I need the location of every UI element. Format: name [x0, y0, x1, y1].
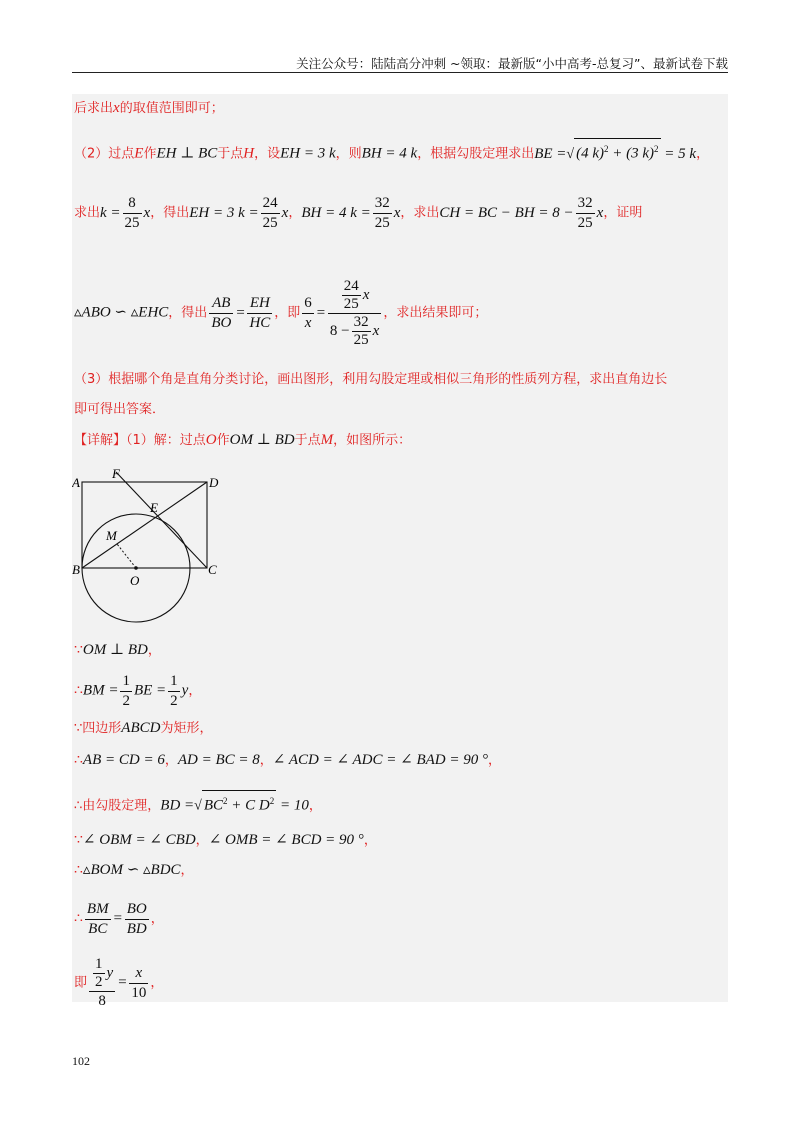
text: ， — [696, 146, 710, 162]
step-7 — [74, 860, 194, 881]
fraction: $\frac{6}{x}$ — [304, 295, 312, 331]
text: ，证明 — [603, 205, 643, 221]
text: ，求出结果即可； — [383, 305, 488, 321]
label-c: C — [208, 562, 217, 577]
superscript: 2 — [604, 144, 609, 154]
fraction: $\frac{32}{25}$ — [374, 195, 390, 231]
text: ， — [308, 798, 322, 814]
big-fraction: $\frac{24}{25}$ x 8 − $\frac{32}{25}$ x — [329, 278, 380, 348]
detail-heading — [74, 430, 411, 451]
math: OM ⊥ BD — [82, 642, 148, 658]
math: ▵BOM ∽ ▵BDC — [82, 862, 181, 878]
text: ∴由勾股定理， — [74, 798, 161, 814]
label-a: A — [72, 475, 80, 490]
label-o: O — [130, 573, 140, 588]
label-m: M — [106, 528, 117, 543]
label-e: E — [150, 500, 158, 515]
analysis-line-1 — [74, 98, 224, 119]
label-d: D — [209, 475, 219, 490]
segment-om — [117, 544, 136, 568]
text: ， — [180, 863, 194, 878]
math: O — [205, 432, 217, 448]
because-symbol: ∵ — [74, 833, 83, 848]
step-3 — [74, 718, 212, 739]
page-header: 关注公众号：陆陆高分冲刺 ~领取：最新版“小中高考-总复习”、最新试卷下载 — [296, 56, 728, 71]
math: y — [181, 682, 189, 699]
math: AB = CD = 6 — [82, 752, 165, 768]
text: 为矩形， — [160, 721, 213, 736]
math: M — [320, 432, 334, 448]
math: BH = 4 k — [361, 145, 418, 162]
analysis-line-2: （2）过点E作EH ⊥ BC于点H，设EH = 3 k，则BH = 4 k，根据勾股定理求出BE =√ (4 k)$^2$ + (3 k)$^2$ = 5 k， — [74, 138, 709, 165]
math: H — [243, 145, 255, 162]
text: ，得出 — [150, 205, 190, 221]
text: ，根据勾股定理求出 — [417, 146, 535, 162]
math: x — [281, 204, 289, 221]
text: ， — [150, 911, 164, 927]
fraction: $\frac{EH}{HC}$ — [249, 295, 271, 331]
step-8 — [74, 900, 164, 939]
text: ， — [150, 975, 164, 991]
header-rule — [72, 72, 728, 73]
detail-label: 【详解】 — [74, 433, 127, 448]
fraction: $\frac{32}{25}$ — [577, 195, 593, 231]
fraction: $\frac{1}{2}$ — [170, 673, 178, 709]
text: ， — [487, 753, 501, 768]
fraction: $\frac{AB}{BO}$ — [211, 295, 232, 331]
superscript: 2 — [223, 796, 228, 806]
math: EH = 3 k = — [189, 204, 259, 221]
math: ▵ABO ∽ ▵EHC — [74, 304, 169, 321]
analysis-line-4 — [74, 278, 487, 349]
because-symbol: ∵ — [74, 643, 83, 658]
text: 后求出 — [74, 101, 114, 116]
fraction: $\frac{BM}{BC}$ — [86, 901, 109, 937]
fraction: $\frac{1}{2}$ y 8 — [89, 956, 115, 1011]
text: 作 — [216, 433, 230, 448]
math: = — [315, 304, 326, 321]
math: = — [117, 974, 128, 991]
point-o — [134, 566, 138, 570]
analysis-line-5: （3）根据哪个角是直角分类讨论，画出图形，利用勾股定理或相似三角形的性质列方程，求出直角边长 — [74, 372, 668, 387]
math: OM ⊥ BD — [229, 432, 295, 448]
math: x — [393, 204, 401, 221]
label-f: F — [112, 468, 120, 481]
math: k = — [100, 204, 121, 221]
math: BD = — [160, 797, 195, 814]
therefore-symbol: ∴ — [74, 683, 83, 699]
geometry-figure — [72, 468, 232, 628]
math: = 5 k — [660, 145, 697, 162]
text: 作 — [143, 146, 157, 162]
text: ，得出 — [168, 305, 208, 321]
fraction: $\frac{8}{25}$ — [124, 195, 140, 231]
math: x — [113, 100, 120, 116]
page-number: 102 — [72, 1054, 90, 1068]
math: BM = — [82, 682, 119, 699]
math: AD = BC = 8 — [177, 752, 260, 768]
text: 求出 — [74, 205, 101, 221]
math: BE = — [534, 145, 567, 162]
math: + — [608, 145, 627, 162]
step-9 — [74, 956, 163, 1011]
step-1 — [74, 640, 161, 661]
text: ，如图所示： — [333, 433, 412, 448]
math: ∠ ACD = ∠ ADC = ∠ BAD = 90 ° — [272, 752, 488, 768]
superscript: 2 — [269, 796, 275, 806]
label-b: B — [72, 562, 80, 577]
math: = — [112, 910, 123, 927]
math: EH ⊥ BC — [156, 145, 218, 162]
step-5: ∴由勾股定理，BD =√ $BC^2 + C$ $D^2 = 10$， — [74, 790, 322, 817]
math: = — [235, 304, 246, 321]
step-2 — [74, 672, 201, 711]
math: (4 k) — [576, 145, 605, 162]
text: 于点 — [217, 146, 244, 162]
text: ，则 — [335, 146, 362, 162]
text: 于点 — [294, 433, 321, 448]
text: ， — [363, 833, 377, 848]
analysis-line-3 — [74, 194, 642, 233]
therefore-symbol: ∴ — [74, 753, 83, 768]
fraction: $\frac{1}{2}$ — [122, 673, 130, 709]
math: + C D — [227, 797, 270, 814]
fraction: $\frac{24}{25}$ — [262, 195, 278, 231]
text: 的取值范围即可； — [119, 101, 224, 116]
math: (3 k) — [626, 145, 655, 162]
text: ，求出 — [400, 205, 440, 221]
step-4 — [74, 750, 501, 771]
text: （2）过点 — [74, 146, 135, 162]
math: BH = 4 k = — [301, 204, 371, 221]
math: ABCD — [121, 720, 161, 736]
text: ， — [147, 643, 161, 658]
text: （1）解：过点 — [126, 433, 206, 448]
text: ，设 — [254, 146, 281, 162]
text: ，即 — [274, 305, 301, 321]
math: x — [143, 204, 151, 221]
math: x — [596, 204, 604, 221]
math: CH = BC − BH = 8 − — [439, 204, 574, 221]
therefore-symbol: ∴ — [74, 911, 83, 927]
text: ， — [288, 205, 302, 221]
math: ∠ OBM = ∠ CBD — [82, 832, 196, 848]
step-6 — [74, 830, 377, 851]
solution-content — [72, 94, 728, 1009]
text: ， — [259, 753, 273, 768]
math: BE = — [133, 682, 167, 699]
analysis-line-6: 即可得出答案． — [74, 402, 166, 417]
math: EH = 3 k — [280, 145, 336, 162]
math: = 10 — [276, 797, 309, 814]
therefore-symbol: ∴ — [74, 863, 83, 878]
fraction: $\frac{BO}{BD}$ — [126, 901, 147, 937]
fraction: $\frac{x}{10}$ — [131, 965, 147, 1001]
text: ， — [164, 753, 178, 768]
text: ∵四边形 — [74, 721, 122, 736]
superscript: 2 — [654, 144, 659, 154]
text: ， — [195, 833, 209, 848]
text: ， — [188, 683, 202, 699]
math: E — [134, 145, 144, 162]
text: 即 — [74, 975, 88, 991]
math: BC — [203, 797, 224, 814]
math: ∠ OMB = ∠ BCD = 90 ° — [208, 832, 364, 848]
